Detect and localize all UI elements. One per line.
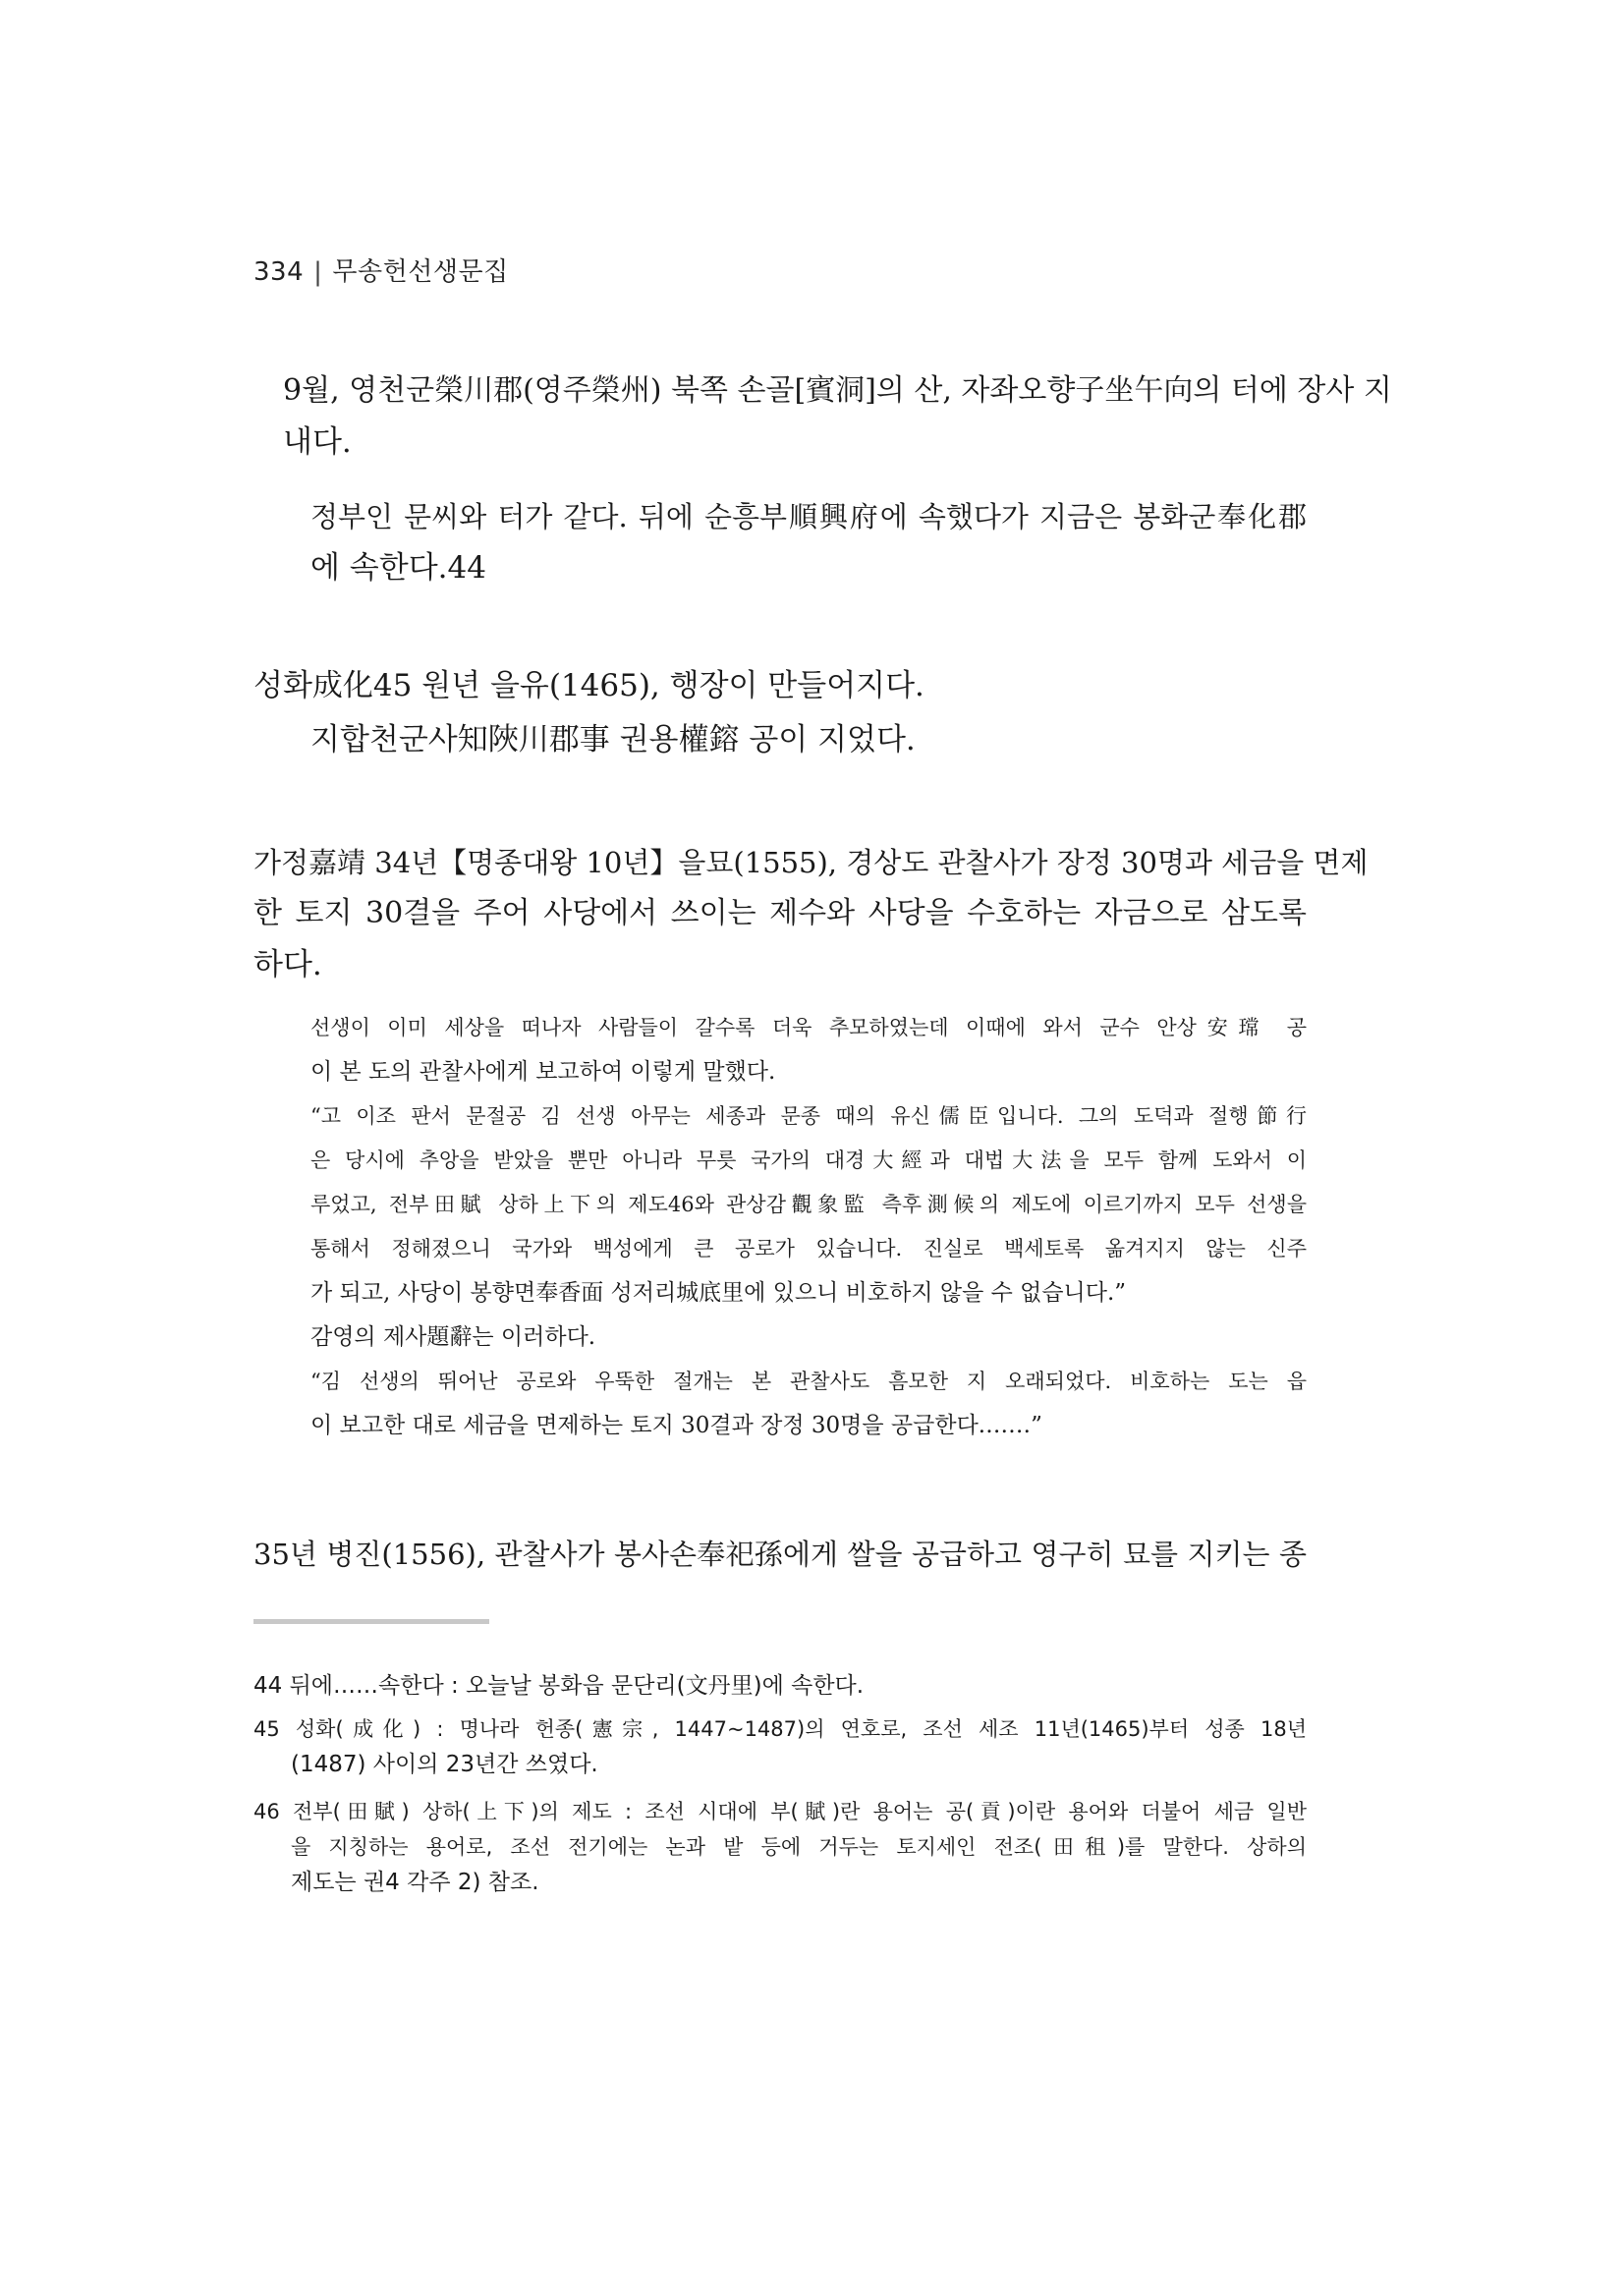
quote-line: 루었고, 전부田賦 상하上下의 제도46와 관상감觀象監 측후測候의 제도에 이르기까지 모두 선생을 [310, 1193, 1307, 1216]
footnote-44 [253, 1668, 1307, 1704]
header-divider: | [313, 257, 323, 287]
page-number: 334 [253, 257, 305, 287]
footnote-text: 성화(成化) : 명나라 헌종(憲宗, 1447~1487)의 연호로, 조선 세조 11년(1465)부터 성종 18년 [295, 1717, 1307, 1741]
entry-line: 가정嘉靖 34년【명종대왕 10년】을묘(1555), 경상도 관찰사가 장정 30명과 세금을 면제 [253, 846, 1369, 879]
entry-line: 한 토지 30결을 주어 사당에서 쓰이는 제수와 사당을 수호하는 자금으로 삼도록 [253, 896, 1307, 930]
quote-line: 가 되고, 사당이 봉향면奉香面 성저리城底里에 있으니 비호하지 않을 수 없습니다.” [310, 1280, 1127, 1306]
entry-4 [253, 1529, 1307, 1580]
quote-line: 은 당시에 추앙을 받았을 뿐만 아니라 무릇 국가의 대경大經과 대법大法을 모두 함께 도와서 이 [310, 1148, 1307, 1172]
quote-line: “김 선생의 뛰어난 공로와 우뚝한 절개는 본 관찰사도 흠모한 지 오래되었다. 비호하는 도는 읍 [310, 1370, 1307, 1393]
entry-1 [283, 365, 1392, 468]
entry-line: 35년 병진(1556), 관찰사가 봉사손奉祀孫에게 쌀을 공급하고 영구히 묘를 지키는 종 [253, 1538, 1307, 1571]
book-title: 무송헌선생문집 [332, 257, 509, 287]
note-line: 이 본 도의 관찰사에게 보고하여 이렇게 말했다. [310, 1059, 776, 1085]
footnote-divider [253, 1619, 489, 1624]
footnote-text: 을 지칭하는 용어로, 조선 전기에는 논과 밭 등에 거두는 토지세인 전조(田租)를 말한다. 상하의 [291, 1835, 1307, 1859]
footnote-number: 46 [253, 1800, 280, 1823]
note-line: 에 속한다.44 [310, 550, 486, 586]
note-line: 정부인 문씨와 터가 같다. 뒤에 순흥부順興府에 속했다가 지금은 봉화군奉化郡 [310, 500, 1307, 533]
entry-line: 내다. [283, 424, 352, 460]
quote-line: 통해서 정해졌으니 국가와 백성에게 큰 공로가 있습니다. 진실로 백세토록 옮겨지지 않는 신주 [310, 1237, 1307, 1260]
footnote-number: 45 [253, 1717, 280, 1741]
entry-line: 9월, 영천군榮川郡(영주榮州) 북쪽 손골[賓洞]의 산, 자좌오향子坐午向의 터에 장사 지 [283, 373, 1392, 408]
footnote-text: 전부(田賦) 상하(上下)의 제도 : 조선 시대에 부(賦)란 용어는 공(貢)이란 용어와 더불어 세금 일반 [293, 1800, 1307, 1823]
footnote-text: (1487) 사이의 23년간 쓰였다. [291, 1752, 598, 1777]
footnote-text: 뒤에……속한다 : 오늘날 봉화읍 문단리(文丹里)에 속한다. [289, 1673, 865, 1699]
note-line: 감영의 제사題辭는 이러하다. [310, 1324, 596, 1350]
entry-line: 성화成化45 원년 을유(1465), 행장이 만들어지다. [253, 668, 924, 703]
footnote-number: 44 [253, 1673, 283, 1699]
page-header [253, 252, 509, 288]
footnote-45 [253, 1711, 1307, 1782]
entry-2-note [310, 714, 1307, 765]
entry-line: 하다. [253, 947, 322, 982]
entry-1-note [310, 491, 1307, 593]
note-line: 지합천군사知陜川郡事 권용權鎔 공이 지었다. [310, 722, 916, 757]
note-line: 선생이 이미 세상을 떠나자 사람들이 갈수록 더욱 추모하였는데 이때에 와서 군수 안상安瑺 공 [310, 1016, 1307, 1039]
entry-3 [253, 837, 1369, 990]
entry-2 [253, 660, 1307, 711]
entry-3-note [310, 1006, 1307, 1448]
footnote-46 [253, 1794, 1307, 1900]
footnote-text: 제도는 권4 각주 2) 참조. [291, 1870, 539, 1895]
quote-line: “고 이조 판서 문절공 김 선생 아무는 세종과 문종 때의 유신儒臣입니다. 그의 도덕과 절행節行 [310, 1104, 1307, 1128]
quote-line: 이 보고한 대로 세금을 면제하는 토지 30결과 장정 30명을 공급한다.……” [310, 1413, 1042, 1438]
